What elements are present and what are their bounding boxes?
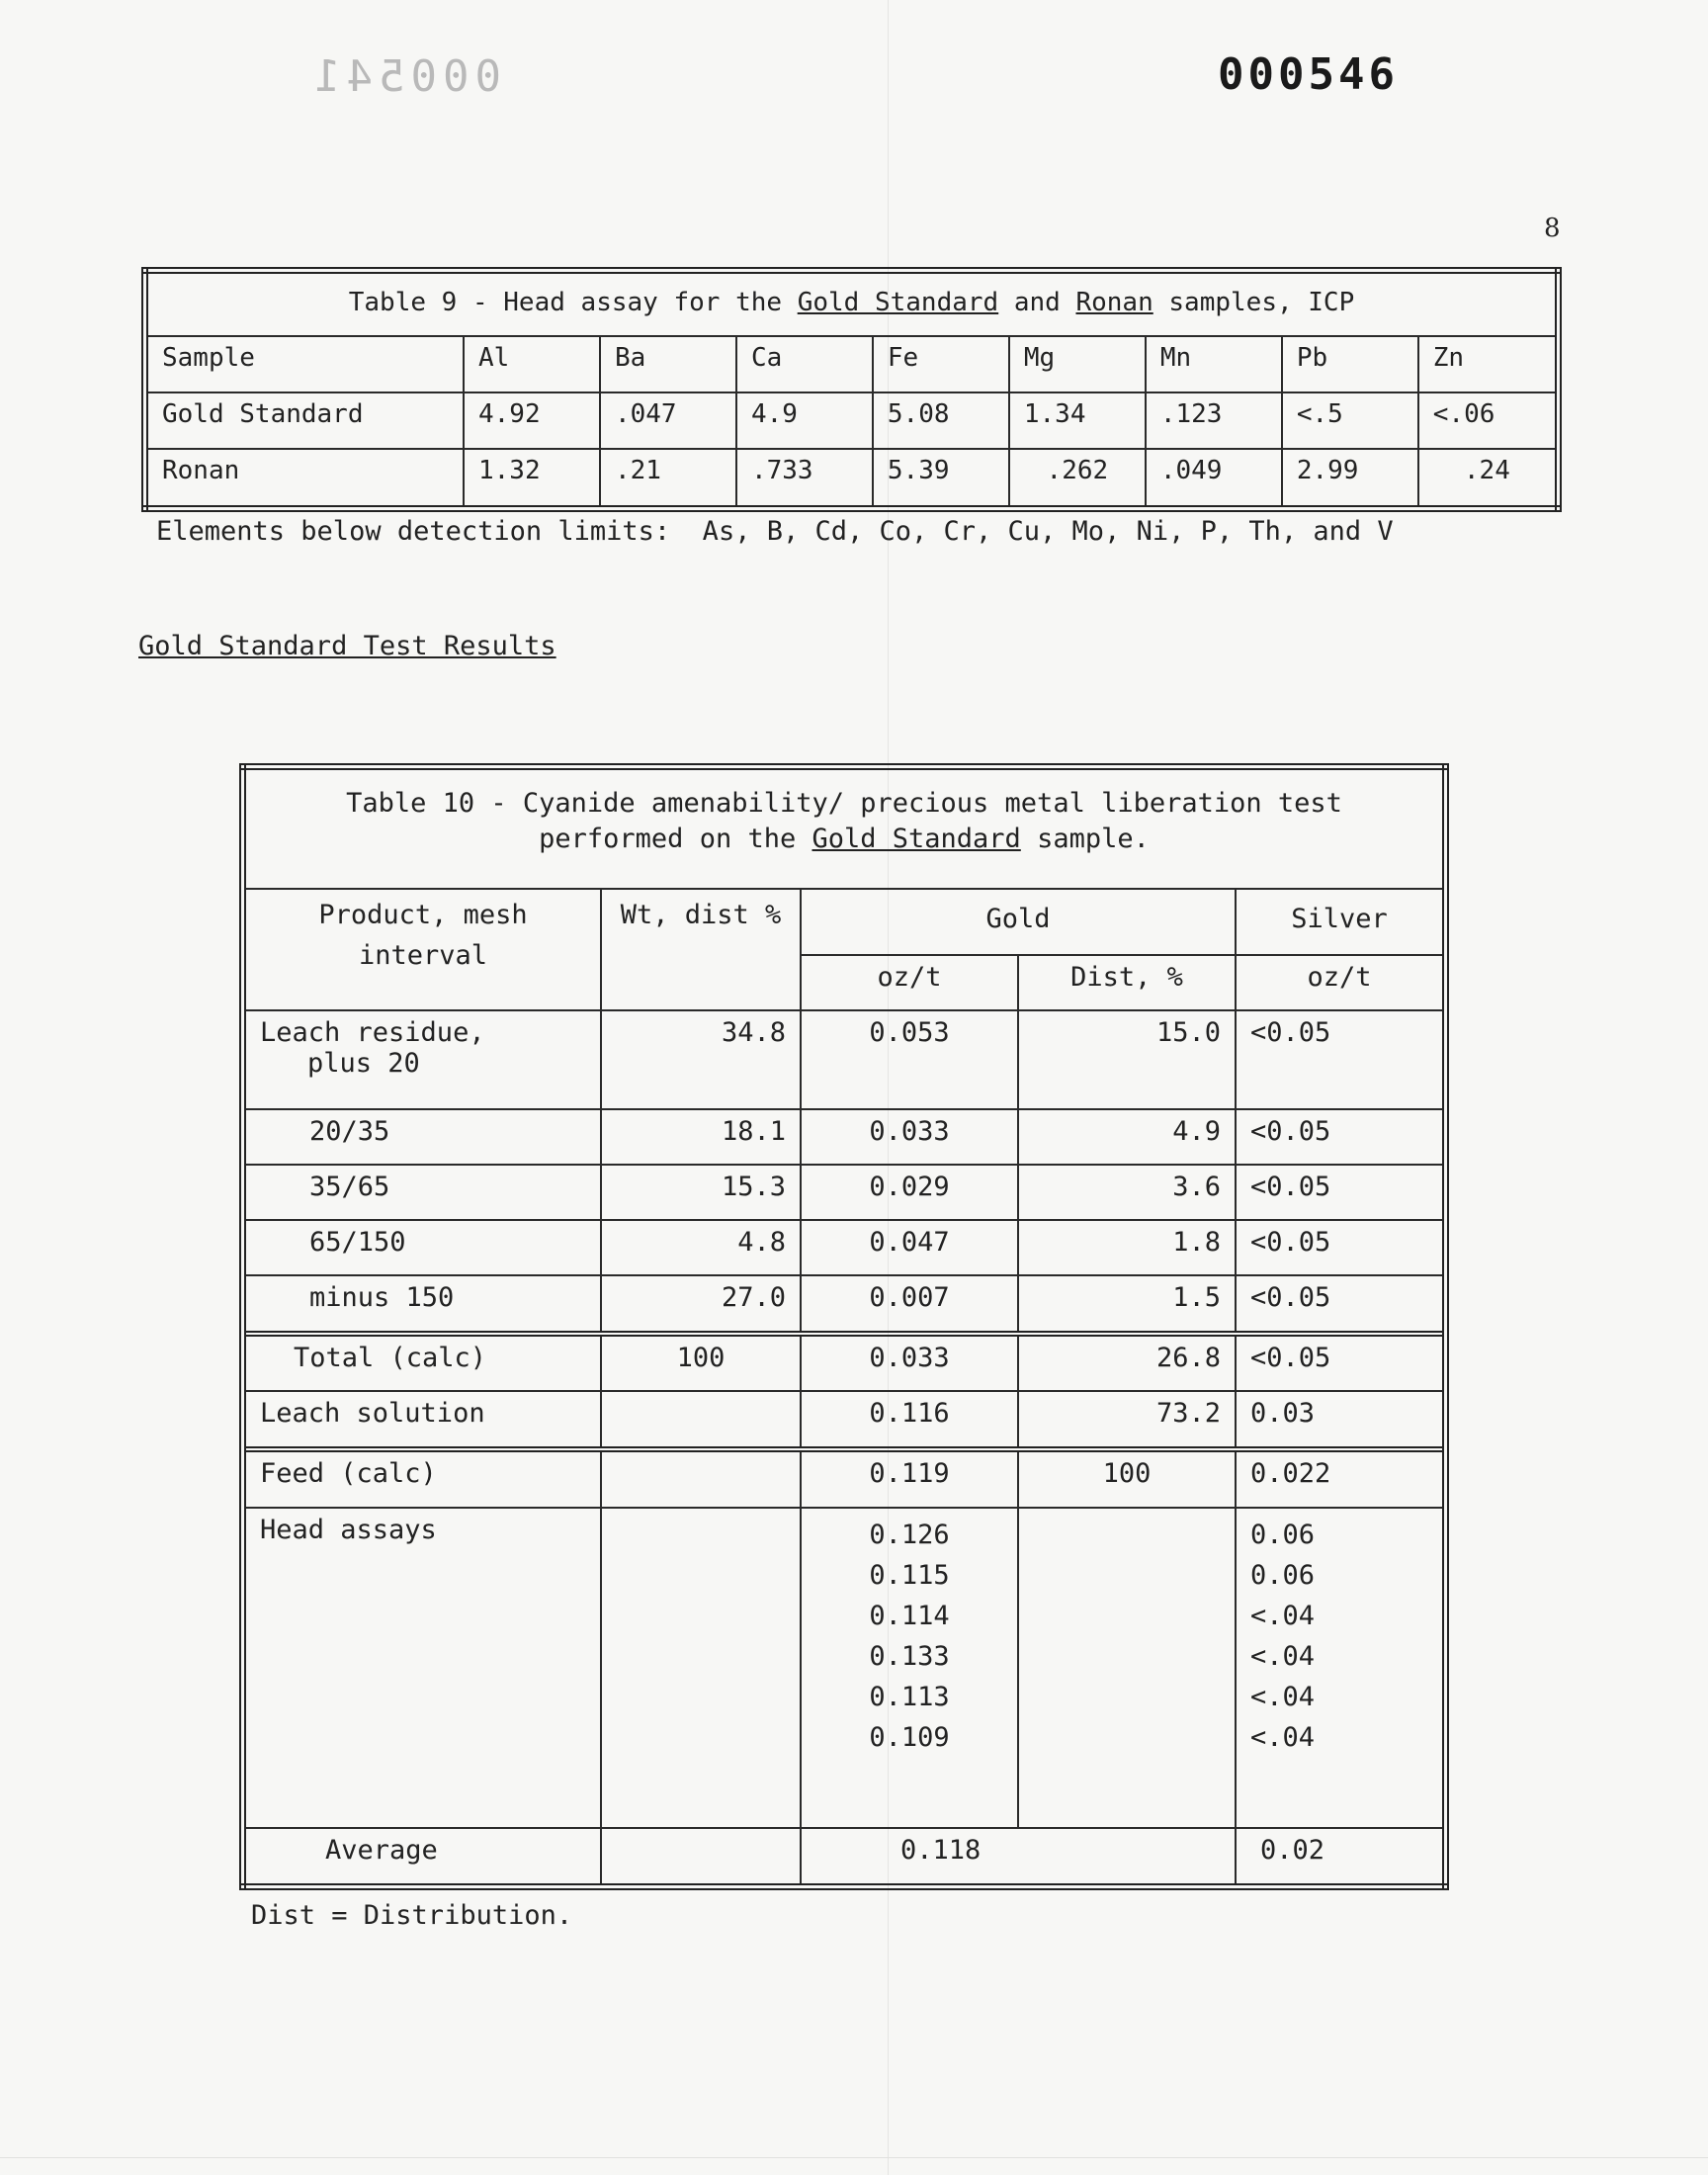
table-cell-product: Leach residue, plus 20 — [243, 1010, 602, 1109]
table-cell-silver-ozt: <0.05 — [1236, 1109, 1446, 1165]
column-header: Sample — [145, 336, 465, 392]
table-cell: .047 — [600, 392, 736, 449]
column-header-silver-ozt: oz/t — [1236, 955, 1446, 1010]
column-header: Mg — [1009, 336, 1146, 392]
column-header: Ba — [600, 336, 736, 392]
table-cell-product: 20/35 — [243, 1109, 602, 1165]
table-row — [145, 449, 1559, 508]
table-cell-gold-ozt: 0.033 — [801, 1109, 1018, 1165]
table-cell-wt: 4.8 — [601, 1220, 801, 1275]
table-cell-gold-ozt: 0.119 — [801, 1449, 1018, 1508]
table-cell-gold-ozt: 0.053 — [801, 1010, 1018, 1109]
leach-solution-row — [243, 1391, 1446, 1449]
table-cell-gold-ozt: 0.118 — [801, 1828, 1236, 1886]
column-header-product: Product, mesh interval — [243, 889, 602, 1009]
table-cell-gold-ozt: 0.116 — [801, 1391, 1018, 1449]
table-row — [243, 1275, 1446, 1334]
table-cell-gold-dist — [1018, 1508, 1236, 1828]
table-row — [243, 1010, 1446, 1109]
column-header: Ca — [736, 336, 873, 392]
table-cell-gold-dist: 100 — [1018, 1449, 1236, 1508]
table-cell-gold-dist: 73.2 — [1018, 1391, 1236, 1449]
table-cell-gold-ozt: 0.007 — [801, 1275, 1018, 1334]
table-cell-silver-ozt: 0.022 — [1236, 1449, 1446, 1508]
table-cell: 1.32 — [464, 449, 600, 508]
table-cell-wt: 34.8 — [601, 1010, 801, 1109]
table-cell-product: Feed (calc) — [243, 1449, 602, 1508]
table-cell-gold-ozt: 0.033 — [801, 1334, 1018, 1392]
table-row — [145, 392, 1559, 449]
bleed-through-stamp: 000541 — [308, 51, 501, 102]
table-cell-silver-ozt: <0.05 — [1236, 1165, 1446, 1220]
total-row — [243, 1334, 1446, 1392]
table-cell-product: Total (calc) — [243, 1334, 602, 1392]
detection-limits-note: Elements below detection limits: As, B, Cd, Co, Cr, Cu, Mo, Ni, P, Th, and V — [156, 516, 1394, 547]
table-cell: 1.34 — [1009, 392, 1146, 449]
page-number: 8 — [1544, 214, 1561, 243]
table-cell-product: Head assays — [243, 1508, 602, 1828]
column-header: Al — [464, 336, 600, 392]
table-cell: .733 — [736, 449, 873, 508]
table-cell-gold-dist: 1.5 — [1018, 1275, 1236, 1334]
table-cell-silver-ozt: 0.02 — [1236, 1828, 1446, 1886]
table-cell-silver-ozt: <0.05 — [1236, 1010, 1446, 1109]
table-cell-gold-ozt: 0.029 — [801, 1165, 1018, 1220]
table-cell-silver-ozt: <0.05 — [1236, 1275, 1446, 1334]
table-cell-wt — [601, 1508, 801, 1828]
table-cell-product: Leach solution — [243, 1391, 602, 1449]
table-cell-wt: 18.1 — [601, 1109, 801, 1165]
caption-ronan: Ronan — [1075, 288, 1153, 317]
table-cell-wt — [601, 1828, 801, 1886]
table-cell-wt — [601, 1449, 801, 1508]
table-header-row — [243, 889, 1446, 954]
table-cell-gold-dist: 4.9 — [1018, 1109, 1236, 1165]
table-cell-product: 35/65 — [243, 1165, 602, 1220]
page-edge-line — [0, 2157, 1708, 2158]
document-number-stamp: 000546 — [1218, 49, 1399, 100]
column-header-gold-ozt: oz/t — [801, 955, 1018, 1010]
table-cell: 5.39 — [873, 449, 1009, 508]
table-row — [243, 1109, 1446, 1165]
table-cell: <.06 — [1418, 392, 1559, 449]
table-cell: .262 — [1009, 449, 1146, 508]
table-cell: .21 — [600, 449, 736, 508]
table-cell-gold-dist: 3.6 — [1018, 1165, 1236, 1220]
table-cell-gold-dist: 26.8 — [1018, 1334, 1236, 1392]
table-cell-silver-ozt: <0.05 — [1236, 1220, 1446, 1275]
table-cell: 5.08 — [873, 392, 1009, 449]
column-header-wt: Wt, dist % — [601, 889, 801, 1009]
table-cell-wt: 15.3 — [601, 1165, 801, 1220]
section-heading: Gold Standard Test Results — [138, 631, 556, 661]
column-header: Mn — [1146, 336, 1282, 392]
column-header: Pb — [1282, 336, 1418, 392]
table-cell: .24 — [1418, 449, 1559, 508]
column-header-gold-dist: Dist, % — [1018, 955, 1236, 1010]
table-cell-wt — [601, 1391, 801, 1449]
table-10-caption: Table 10 - Cyanide amenability/ precious metal liberation test performed on the Gold Standard sample. — [243, 767, 1446, 890]
table-cell: 2.99 — [1282, 449, 1418, 508]
table-cell-gold-ozt: 0.047 — [801, 1220, 1018, 1275]
table-cell-gold-ozt-list: 0.126 0.115 0.114 0.133 0.113 0.109 — [801, 1508, 1018, 1828]
table-cell-gold-dist: 15.0 — [1018, 1010, 1236, 1109]
column-header: Fe — [873, 336, 1009, 392]
table-cell-silver-ozt-list: 0.06 0.06 <.04 <.04 <.04 <.04 — [1236, 1508, 1446, 1828]
table-cell-wt: 27.0 — [601, 1275, 801, 1334]
table-cell: .049 — [1146, 449, 1282, 508]
table-cell-product: 65/150 — [243, 1220, 602, 1275]
table-cell: <.5 — [1282, 392, 1418, 449]
column-header-gold: Gold — [801, 889, 1236, 954]
table-cell-silver-ozt: 0.03 — [1236, 1391, 1446, 1449]
table-row — [243, 1165, 1446, 1220]
table-cell: 4.92 — [464, 392, 600, 449]
column-header-silver: Silver — [1236, 889, 1446, 954]
distribution-note: Dist = Distribution. — [251, 1900, 573, 1931]
table-cell: 4.9 — [736, 392, 873, 449]
caption-gold-standard: Gold Standard — [797, 288, 999, 317]
table-9 — [141, 267, 1562, 512]
feed-row — [243, 1449, 1446, 1508]
caption-gold-standard: Gold Standard — [811, 824, 1021, 855]
head-assays-row — [243, 1508, 1446, 1828]
table-cell: Gold Standard — [145, 392, 465, 449]
table-row — [243, 1220, 1446, 1275]
table-cell-gold-dist: 1.8 — [1018, 1220, 1236, 1275]
table-9-caption: Table 9 - Head assay for the Gold Standard and Ronan samples, ICP — [145, 271, 1559, 336]
table-header-row — [145, 336, 1559, 392]
average-row — [243, 1828, 1446, 1886]
table-10 — [239, 763, 1449, 1890]
table-cell-product: Average — [243, 1828, 602, 1886]
table-cell-product: minus 150 — [243, 1275, 602, 1334]
table-cell: Ronan — [145, 449, 465, 508]
table-cell-silver-ozt: <0.05 — [1236, 1334, 1446, 1392]
table-cell-wt: 100 — [601, 1334, 801, 1392]
table-cell: .123 — [1146, 392, 1282, 449]
column-header: Zn — [1418, 336, 1559, 392]
